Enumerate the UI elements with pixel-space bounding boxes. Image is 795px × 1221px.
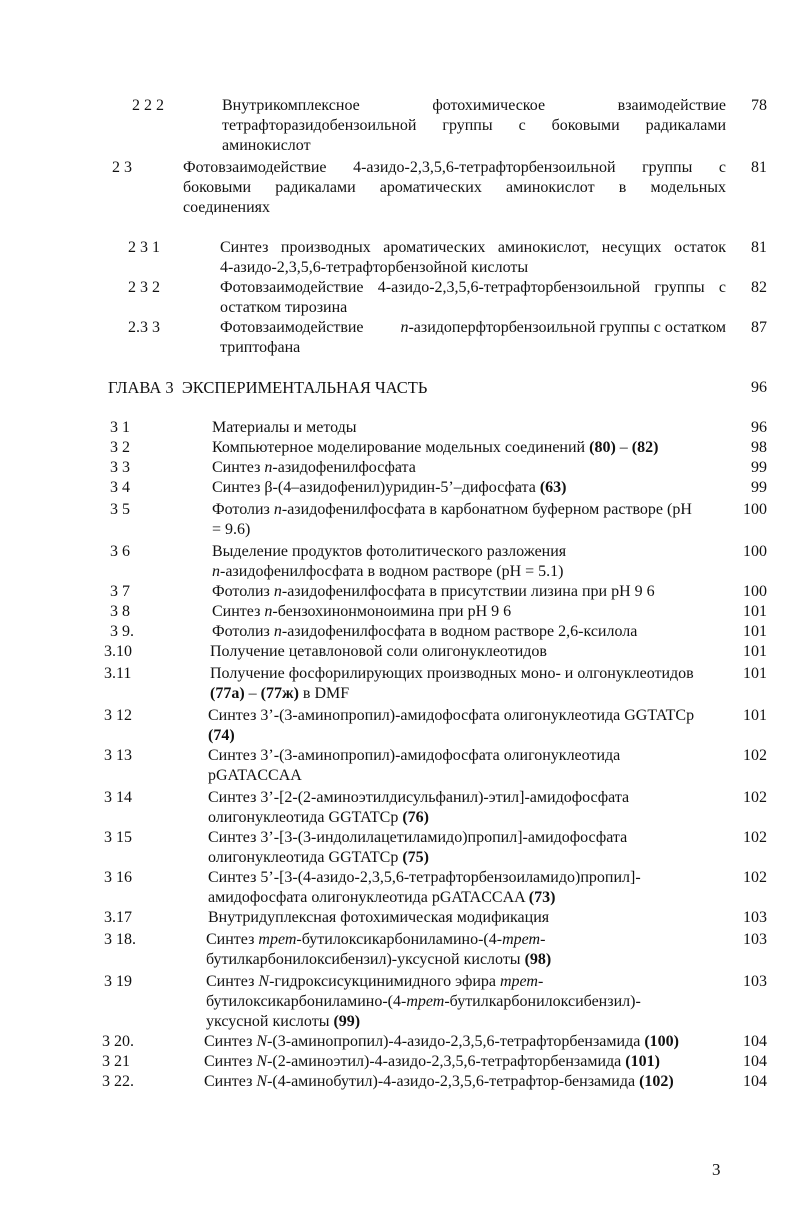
- entry-title: Материалы и методы: [212, 419, 357, 436]
- entry-title: Синтез 5’-[3-(4-азидо-2,3,5,6-тетрафторбензоиламидо)пропил]-: [208, 869, 641, 886]
- entry-title: 4-азидо-2,3,5,6-тетрафторбензойной кислоты: [220, 259, 529, 276]
- entry-number: 3 9.: [110, 623, 134, 640]
- entry-title: pGATACCAA: [208, 767, 302, 784]
- entry-title: амидофосфата олигонуклеотида pGATACCAA (73): [208, 889, 556, 906]
- entry-page: 101: [743, 643, 767, 660]
- entry-title: = 9.6): [212, 521, 251, 538]
- entry-number: 3 21: [102, 1053, 130, 1070]
- entry-page: 100: [743, 583, 767, 600]
- entry-number: 3 2: [110, 439, 130, 456]
- entry-number: 3.10: [104, 643, 132, 660]
- entry-title: Синтез п-азидофенилфосфата: [212, 459, 416, 476]
- entry-page: 103: [743, 909, 767, 926]
- entry-number: 3 15: [104, 829, 132, 846]
- entry-title: Синтез N-(4-аминобутил)-4-азидо-2,3,5,6-тетрафтор-бензамида (102): [204, 1073, 674, 1090]
- entry-number: 3 1: [110, 419, 130, 436]
- entry-number: 3 22.: [102, 1073, 134, 1090]
- entry-title: Синтез 3’-[2-(2-аминоэтилдисульфанил)-этил]-амидофосфата: [208, 789, 630, 806]
- chapter-title: ГЛАВА 3 ЭКСПЕРИМЕНТАЛЬНАЯ ЧАСТЬ: [108, 378, 428, 397]
- entry-title: п-азидофенилфосфата в водном растворе (рН = 5.1): [212, 563, 564, 580]
- entry-title: Фотовзаимодействие 4-азидо-2,3,5,6-тетрафторбензоильной группы с: [183, 159, 726, 176]
- entry-page: 96: [751, 379, 767, 396]
- entry-title: (74): [208, 727, 235, 744]
- entry-number: 3 13: [104, 747, 132, 764]
- entry-page: 100: [743, 543, 767, 560]
- entry-page: 101: [743, 665, 767, 682]
- entry-number: 3 7: [110, 583, 130, 600]
- entry-number: 3 3: [110, 459, 130, 476]
- entry-page: 101: [743, 623, 767, 640]
- entry-title: уксусной кислоты (99): [206, 1013, 361, 1030]
- entry-title: Внутрикомплексное фотохимическое взаимодействие: [222, 97, 726, 114]
- entry-number: 3 20.: [102, 1033, 134, 1050]
- entry-title: Синтез трет-бутилоксикарбониламино-(4-трет-: [206, 931, 546, 948]
- entry-page: 99: [751, 479, 767, 496]
- entry-title: Фотолиз п-азидофенилфосфата в присутствии лизина при рН 9 6: [212, 583, 655, 600]
- entry-title: олигонуклеотида GGTATCp (76): [208, 809, 429, 826]
- entry-title: остатком тирозина: [220, 299, 348, 316]
- entry-number: 2 3: [112, 159, 132, 176]
- entry-number: 2 3 2: [128, 279, 160, 296]
- entry-number: 3 18.: [104, 931, 136, 948]
- entry-title: Синтез производных ароматических аминокислот, несущих остаток: [220, 239, 726, 256]
- entry-number: 3 6: [110, 543, 130, 560]
- entry-title: аминокислот: [222, 137, 311, 154]
- entry-page: 102: [743, 747, 767, 764]
- entry-page: 104: [743, 1053, 767, 1070]
- entry-page: 100: [743, 501, 767, 518]
- entry-title: [220, 318, 726, 338]
- entry-page: 104: [743, 1033, 767, 1050]
- entry-title: Получение цетавлоновой соли олигонуклеотидов: [210, 643, 547, 660]
- title-part: п-азидоперфторбензоильной группы с остатком: [400, 319, 726, 336]
- entry-page: 81: [751, 159, 767, 176]
- entry-number: 3.11: [104, 665, 132, 682]
- entry-page: 102: [743, 789, 767, 806]
- entry-page: 101: [743, 603, 767, 620]
- entry-number: 2 2 2: [132, 97, 164, 114]
- entry-title: тетрафторазидобензоильной группы с боковыми радикалами: [222, 117, 726, 134]
- entry-page: 101: [743, 707, 767, 724]
- entry-page: 103: [743, 931, 767, 948]
- entry-page: 99: [751, 459, 767, 476]
- entry-title: Получение фосфорилирующих производных моно- и олгонуклеотидов: [210, 665, 694, 682]
- entry-page: 103: [743, 973, 767, 990]
- entry-title: Синтез N-(3-аминопропил)-4-азидо-2,3,5,6-тетрафторбензамида (100): [204, 1033, 679, 1050]
- entry-number: 3 12: [104, 707, 132, 724]
- entry-page: 78: [751, 97, 767, 114]
- entry-title: Синтез N-(2-аминоэтил)-4-азидо-2,3,5,6-тетрафторбензамида (101): [204, 1053, 660, 1070]
- entry-title: триптофана: [220, 339, 301, 356]
- entry-page: 87: [751, 319, 767, 336]
- entry-title: Фотолиз п-азидофенилфосфата в водном растворе 2,6-ксилола: [212, 623, 638, 640]
- entry-number: 3 14: [104, 789, 132, 806]
- entry-page: 98: [751, 439, 767, 456]
- entry-number: 2 3 1: [128, 239, 160, 256]
- entry-title: олигонуклеотида GGTATCp (75): [208, 849, 429, 866]
- entry-page: 104: [743, 1073, 767, 1090]
- entry-title: (77а) – (77ж) в DMF: [210, 685, 350, 702]
- entry-title: Синтез 3’-(3-аминопропил)-амидофосфата олигонуклеотида: [208, 747, 621, 764]
- entry-number: 2.3 3: [128, 319, 160, 336]
- entry-number: 3.17: [104, 909, 132, 926]
- entry-number: 3 8: [110, 603, 130, 620]
- entry-page: 81: [751, 239, 767, 256]
- entry-title: Синтез N-гидроксисукцинимидного эфира трет-: [206, 973, 544, 990]
- title-part: Фотовзаимодействие: [220, 319, 364, 336]
- entry-title: бутилкарбонилоксибензил)-уксусной кислоты (98): [206, 951, 552, 968]
- entry-title: соединениях: [183, 199, 271, 216]
- entry-title: Внутридуплексная фотохимическая модификация: [208, 909, 550, 926]
- entry-page: 96: [751, 419, 767, 436]
- entry-title: бутилоксикарбониламино-(4-трет-бутилкарбонилоксибензил)-: [206, 993, 641, 1010]
- entry-title: Выделение продуктов фотолитического разложения: [212, 543, 567, 560]
- page-number: 3: [712, 1160, 721, 1179]
- entry-page: 82: [751, 279, 767, 296]
- entry-title: Фотовзаимодействие 4-азидо-2,3,5,6-тетрафторбензоильной группы с: [220, 279, 726, 296]
- entry-title: Синтез 3’-[3-(3-индолилацетиламидо)пропил]-амидофосфата: [208, 829, 628, 846]
- entry-title: Синтез 3’-(3-аминопропил)-амидофосфата олигонуклеотида GGTATCp: [208, 707, 695, 724]
- entry-page: 102: [743, 869, 767, 886]
- entry-number: 3 19: [104, 973, 132, 990]
- entry-number: 3 5: [110, 501, 130, 518]
- entry-title: Компьютерное моделирование модельных соединений (80) – (82): [212, 439, 659, 456]
- entry-title: Синтез п-бензохинонмоноимина при рН 9 6: [212, 603, 512, 620]
- entry-number: 3 16: [104, 869, 132, 886]
- entry-title: боковыми радикалами ароматических аминокислот в модельных: [183, 179, 726, 196]
- entry-title: Фотолиз п-азидофенилфосфата в карбонатном буферном растворе (рН: [212, 501, 692, 518]
- entry-title: Синтез β-(4–азидофенил)уридин-5’–дифосфата (63): [212, 479, 567, 496]
- entry-page: 102: [743, 829, 767, 846]
- entry-number: 3 4: [110, 479, 130, 496]
